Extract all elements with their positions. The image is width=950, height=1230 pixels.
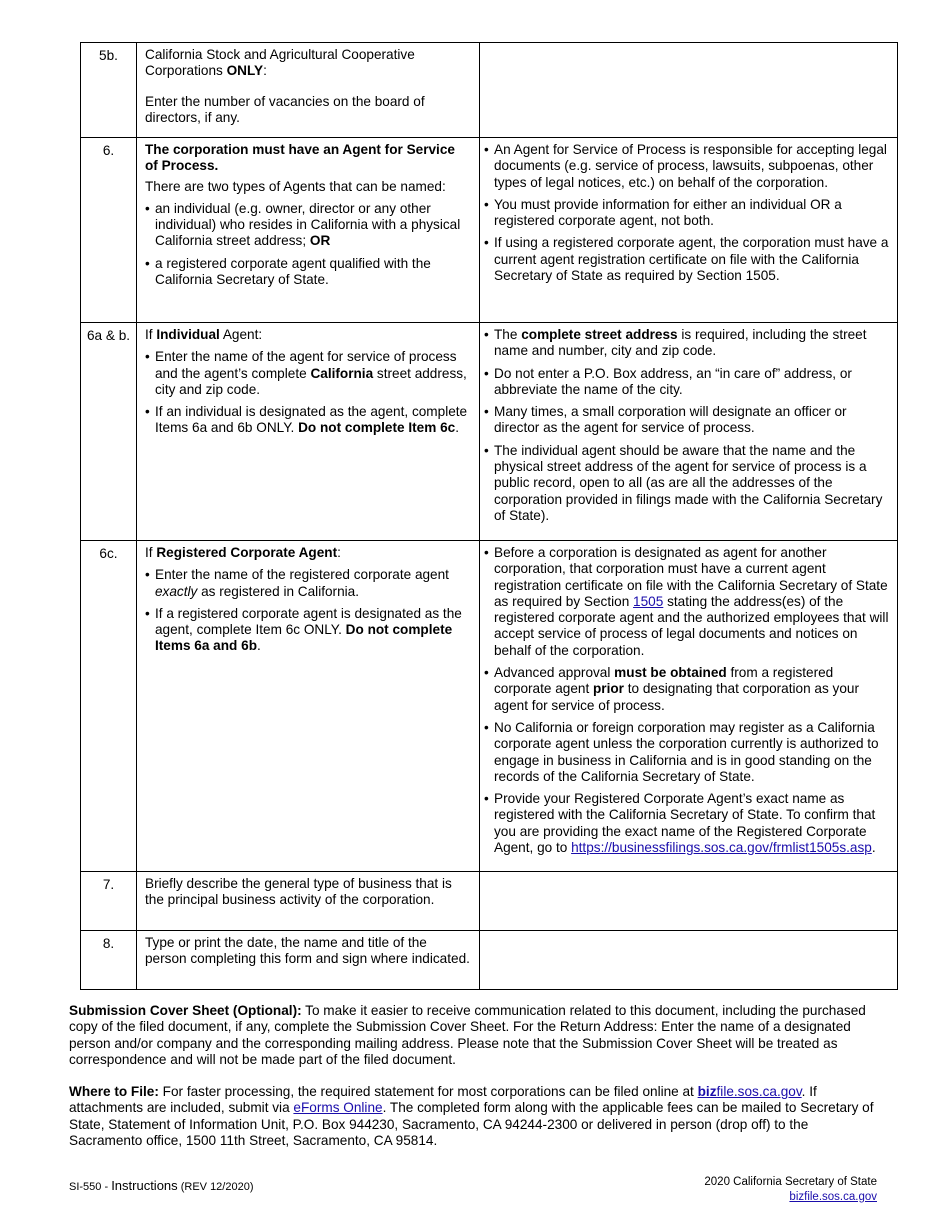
list-item: • If a registered corporate agent is designated as the agent, complete Item 6c ONLY. Do not complete Items 6a and 6b. (145, 606, 471, 655)
item-notes (480, 872, 898, 931)
table-row (81, 541, 898, 872)
submission-cover-sheet-note (69, 1003, 884, 1068)
list-item: • Advanced approval must be obtained from a registered corporate agent prior to designating that corporation as your agent for service of process. (484, 665, 891, 714)
item-instructions (137, 931, 480, 990)
where-label: Where to File: (69, 1084, 159, 1099)
item-number: 5b. (81, 43, 137, 138)
list-item: • Enter the name of the registered corporate agent exactly as registered in California. (145, 567, 471, 600)
list-item: • If using a registered corporate agent, the corporation must have a current agent registration certificate on file with the California Secretary of State as required by Section 1505. (484, 235, 891, 284)
instructions-table (80, 42, 898, 990)
row-text-bold: Individual (156, 327, 220, 342)
item-notes (480, 323, 898, 541)
item-notes (480, 138, 898, 323)
item-number: 6a & b. (81, 323, 137, 541)
eforms-online-link[interactable]: eForms Online (293, 1100, 383, 1116)
list-item: • The complete street address is required, including the street name and number, city and zip code. (484, 327, 891, 360)
cover-text: To make it easier to receive communication related to this document, including the purchased copy of the filed document, if any, complete the Submission Cover Sheet. For the Return Address: Enter the name of a designated person and/or company and the corresponding mailing address. Please note that the Submission Cover Sheet will be treated as correspondence and will not be made part of the filed document. (69, 1003, 866, 1067)
item-number: 6c. (81, 541, 137, 872)
footer-site-link[interactable]: bizfile.sos.ca.gov (789, 1190, 877, 1203)
table-row (81, 323, 898, 541)
row-text: California Stock and Agricultural Cooperative Corporations (145, 47, 415, 79)
item-notes (480, 931, 898, 990)
list-item: • a registered corporate agent qualified with the California Secretary of State. (145, 256, 471, 289)
list-item: • No California or foreign corporation may register as a California corporate agent unless the corporation currently is authorized to engage in business in California and is in good standing on the records of the California Secretary of State. (484, 720, 891, 785)
row-text: Type or print the date, the name and title of the person completing this form and sign where indicated. (145, 935, 470, 967)
item-number: 8. (81, 931, 137, 990)
bullet-list (484, 545, 891, 856)
cover-label: Submission Cover Sheet (Optional): (69, 1003, 302, 1018)
bullet-list (484, 142, 891, 284)
list-item: • Do not enter a P.O. Box address, an “in care of” address, or abbreviate the name of the city. (484, 366, 891, 399)
where-to-file-note: Where to File: For faster processing, the required statement for most corporations can be filed online at bizfile.sos.ca.gov. If attachments are included, submit via eForms Online. The completed form along with the applicable fees can be mailed to Secretary of State, Statement of Information Unit, P.O. Box 944230, Sacramento, CA 94244-2300 or delivered in person (drop off) to the Sacramento office, 1500 11th Street, Sacramento, CA 95814. (69, 1084, 874, 1148)
bullet-list (145, 201, 471, 288)
table-row (81, 43, 898, 138)
item-notes (480, 43, 898, 138)
row-text-bold: ONLY (226, 63, 264, 79)
list-item: • Enter the name of the agent for service of process and the agent’s complete California street address, city and zip code. (145, 349, 471, 398)
row-text-bold: Registered Corporate Agent (156, 545, 338, 560)
row-text: : (263, 63, 267, 79)
footer-publisher (704, 1175, 877, 1204)
list-item: • You must provide information for either an individual OR a registered corporate agent, not both. (484, 197, 891, 230)
section-1505-link[interactable]: 1505 (633, 593, 664, 609)
item-number: 7. (81, 872, 137, 931)
item-instructions (137, 138, 480, 323)
table-row (81, 872, 898, 931)
list-item: • Before a corporation is designated as agent for another corporation, that corporation must have a current agent registration certificate on file with the California Secretary of State as required by Section 1505 stating the address(es) of the registered corporate agent and the authorized employees that will accept service of process of legal documents and notices on behalf of the corporation. (484, 545, 891, 659)
item-instructions (137, 872, 480, 931)
row-text: Briefly describe the general type of business that is the principal business activity of the corporation. (145, 876, 452, 908)
table-row (81, 931, 898, 990)
table-row (81, 138, 898, 323)
item-number: 6. (81, 138, 137, 323)
copyright-text: 2020 California Secretary of State (704, 1176, 877, 1188)
row-text: There are two types of Agents that can be named: (145, 178, 446, 194)
row-heading: The corporation must have an Agent for Service of Process. (145, 142, 455, 174)
bullet-list (484, 327, 891, 524)
form-id: SI-550 - Instructions (REV 12/2020) (69, 1178, 254, 1193)
bullet-list (145, 349, 471, 436)
item-instructions: If Individual Agent: • Enter the name of the agent for service of process and the agent’s complete California street address, city and zip code. • If an individual is designated as the agent, complete Items 6a and 6b ONLY. Do not complete Item 6c. (137, 323, 480, 541)
frmlist1505-link[interactable]: https://businessfilings.sos.ca.gov/frmlist1505s.asp (571, 840, 872, 856)
row-text: Enter the number of vacancies on the board of directors, if any. (145, 93, 425, 125)
list-item: • an individual (e.g. owner, director or any other individual) who resides in California with a physical California street address; OR (145, 201, 471, 250)
list-item: • The individual agent should be aware that the name and the physical street address of the agent for service of process is a public record, open to all (as are all the addresses of the corporation provided in filings made with the California Secretary of State). (484, 443, 891, 524)
list-item: • Provide your Registered Corporate Agent’s exact name as registered with the California Secretary of State. To confirm that you are providing the exact name of the Registered Corporate Agent, go to https://businessfilings.sos.ca.gov/frmlist1505s.asp. (484, 791, 891, 856)
list-item: • If an individual is designated as the agent, complete Items 6a and 6b ONLY. Do not complete Item 6c. (145, 404, 471, 437)
item-instructions (137, 43, 480, 138)
item-notes (480, 541, 898, 872)
list-item: • Many times, a small corporation will designate an officer or director as the agent for service of process. (484, 404, 891, 437)
list-item: • An Agent for Service of Process is responsible for accepting legal documents (e.g. service of process, lawsuits, subpoenas, other types of legal notices, etc.) on behalf of the corporation. (484, 142, 891, 191)
item-instructions: If Registered Corporate Agent: • Enter the name of the registered corporate agent exactly as registered in California. • If a registered corporate agent is designated as the agent, complete Item 6c ONLY. Do not complete Items 6a and 6b. (137, 541, 480, 872)
bizfile-link[interactable]: bizfile.sos.ca.gov (697, 1084, 802, 1099)
bullet-list (145, 567, 471, 654)
